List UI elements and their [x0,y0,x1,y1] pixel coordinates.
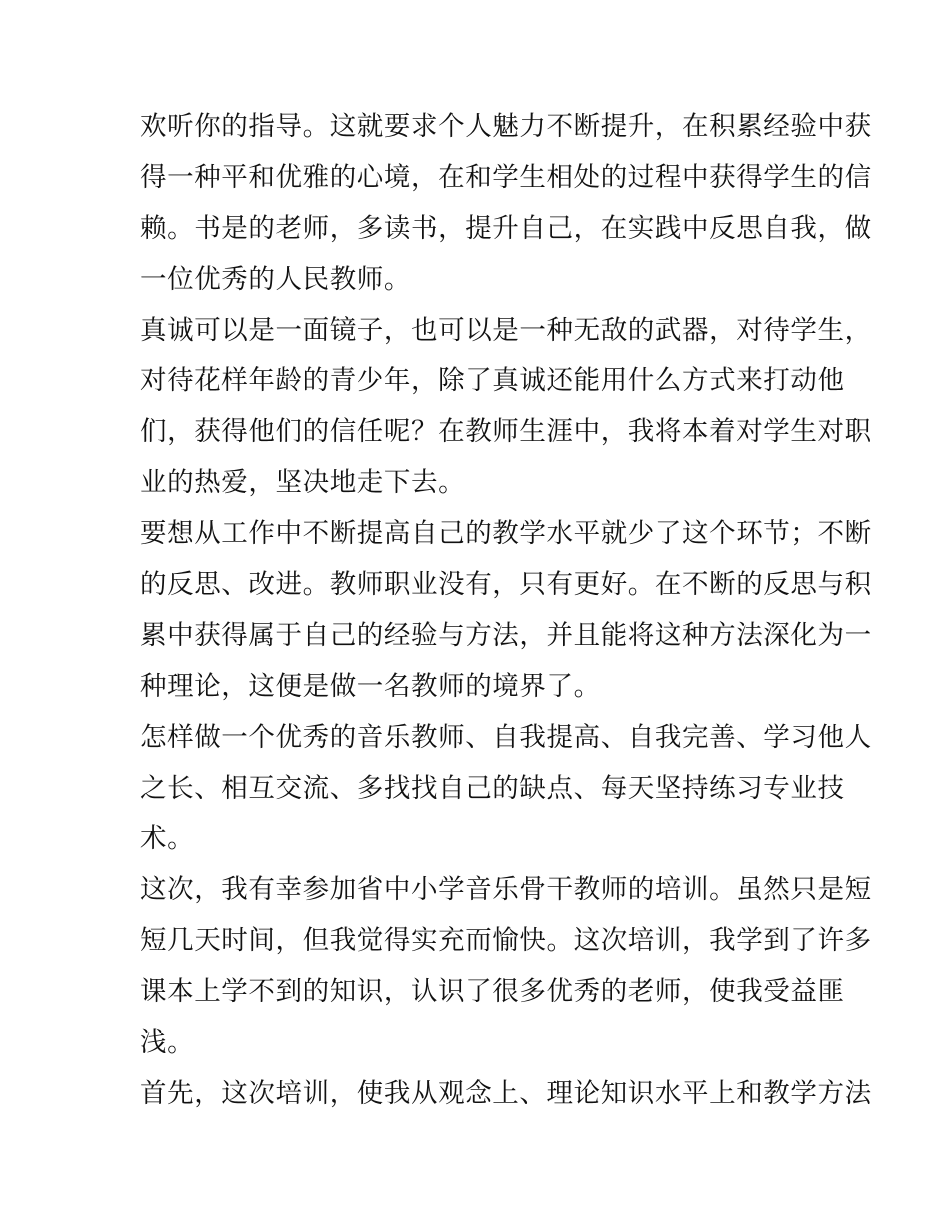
text-line: 浅。 [140,1027,195,1059]
text-line: 们，获得他们的信任呢？在教师生涯中，我将本着对学生对职 [140,416,872,448]
body-text [140,102,872,1120]
text-line: 得一种平和优雅的心境，在和学生相处的过程中获得学生的信 [140,161,872,193]
text-line: 真诚可以是一面镜子，也可以是一种无敌的武器，对待学生， [140,314,872,346]
text-line: 要想从工作中不断提高自己的教学水平就少了这个环节；不断 [140,518,872,550]
text-line: 欢听你的指导。这就要求个人魅力不断提升，在积累经验中获 [140,111,872,142]
text-line: 课本上学不到的知识，认识了很多优秀的老师，使我受益匪 [140,976,845,1008]
text-line: 对待花样年龄的青少年，除了真诚还能用什么方式来打动他 [140,365,845,397]
text-line: 术。 [140,823,195,855]
text-line: 首先，这次培训，使我从观念上、理论知识水平上和教学方法 [140,1077,872,1109]
text-line: 种理论，这便是做一名教师的境界了。 [140,670,601,702]
text-line: 这次，我有幸参加省中小学音乐骨干教师的培训。虽然只是短 [140,874,872,906]
text-line: 业的热爱，坚决地走下去。 [140,467,466,499]
text-line: 怎样做一个优秀的音乐教师、自我提高、自我完善、学习他人 [140,721,872,753]
text-line: 短几天时间，但我觉得实充而愉快。这次培训，我学到了许多 [140,925,872,957]
text-line: 的反思、改进。教师职业没有，只有更好。在不断的反思与积 [140,569,872,601]
text-line: 一位优秀的人民教师。 [140,263,411,295]
text-line: 之长、相互交流、多找找自己的缺点、每天坚持练习专业技 [140,772,845,804]
text-line: 赖。书是的老师，多读书，提升自己，在实践中反思自我，做 [140,212,872,244]
text-line: 累中获得属于自己的经验与方法，并且能将这种方法深化为一 [140,619,872,651]
